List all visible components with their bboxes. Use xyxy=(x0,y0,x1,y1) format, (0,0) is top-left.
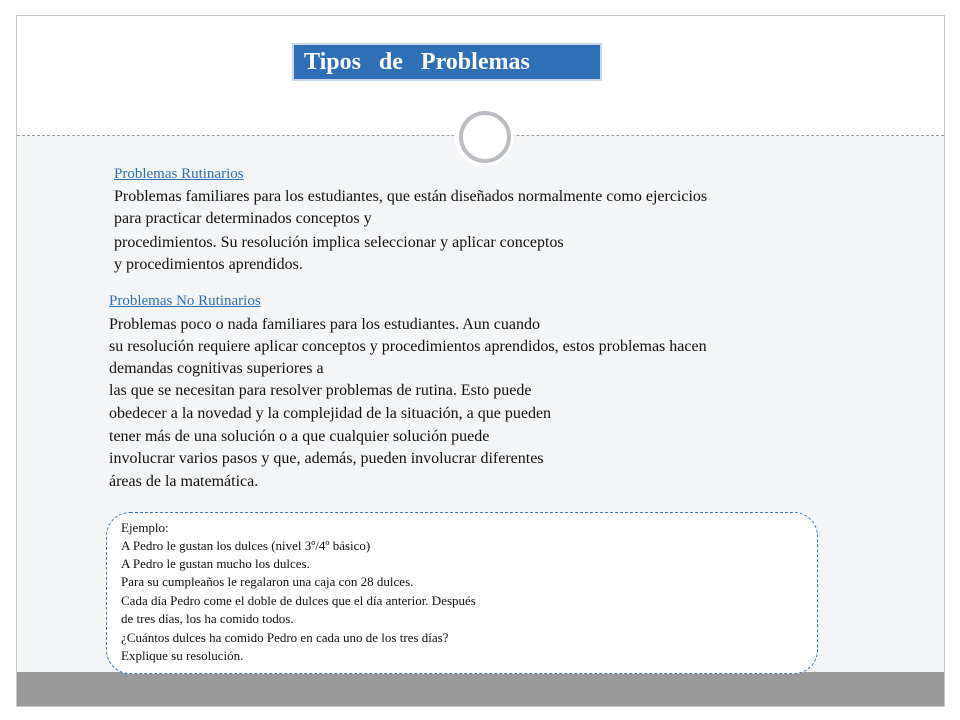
slide xyxy=(16,15,945,707)
example-line: Ejemplo: xyxy=(121,520,169,535)
example-line: Cada día Pedro come el doble de dulces que el día anterior. Después xyxy=(121,593,476,608)
rutinarios-line: Problemas familiares para los estudiantes, que están diseñados normalmente como ejercicios xyxy=(114,188,708,205)
no-rutinarios-line: tener más de una solución o a que cualquier solución puede xyxy=(109,428,490,445)
example-line: de tres días, los ha comido todos. xyxy=(121,611,294,626)
no-rutinarios-line: obedecer a la novedad y la complejidad de la situación, a que pueden xyxy=(109,405,552,422)
no-rutinarios-line: involucrar varios pasos y que, además, pueden involucrar diferentes xyxy=(109,450,544,467)
circle-ornament-icon xyxy=(459,111,511,163)
no-rutinarios-line: las que se necesitan para resolver problemas de rutina. Esto puede xyxy=(109,382,532,399)
example-line: ¿Cuántos dulces ha comido Pedro en cada uno de los tres días? xyxy=(121,630,449,645)
no-rutinarios-heading: Problemas No Rutinarios xyxy=(109,293,261,309)
example-line: Para su cumpleaños le regalaron una caja con 28 dulces. xyxy=(121,574,414,589)
rutinarios-line: y procedimientos aprendidos. xyxy=(114,256,303,273)
no-rutinarios-line: áreas de la matemática. xyxy=(109,473,259,490)
no-rutinarios-line: su resolución requiere aplicar conceptos y procedimientos aprendidos, estos problemas hacen xyxy=(109,338,707,355)
slide-title: Tipos de Problemas xyxy=(292,43,602,81)
rutinarios-line: para practicar determinados conceptos y xyxy=(114,210,372,227)
footer-bar xyxy=(17,672,944,706)
no-rutinarios-line: demandas cognitivas superiores a xyxy=(109,360,324,377)
rutinarios-line: procedimientos. Su resolución implica seleccionar y aplicar conceptos xyxy=(114,234,564,251)
no-rutinarios-line: Problemas poco o nada familiares para los estudiantes. Aun cuando xyxy=(109,316,540,333)
example-line: Explique su resolución. xyxy=(121,648,244,663)
rutinarios-heading: Problemas Rutinarios xyxy=(114,166,244,182)
example-line: A Pedro le gustan mucho los dulces. xyxy=(121,556,310,571)
example-line: A Pedro le gustan los dulces (nivel 3º/4º básico) xyxy=(121,538,371,553)
example-box xyxy=(106,512,818,674)
